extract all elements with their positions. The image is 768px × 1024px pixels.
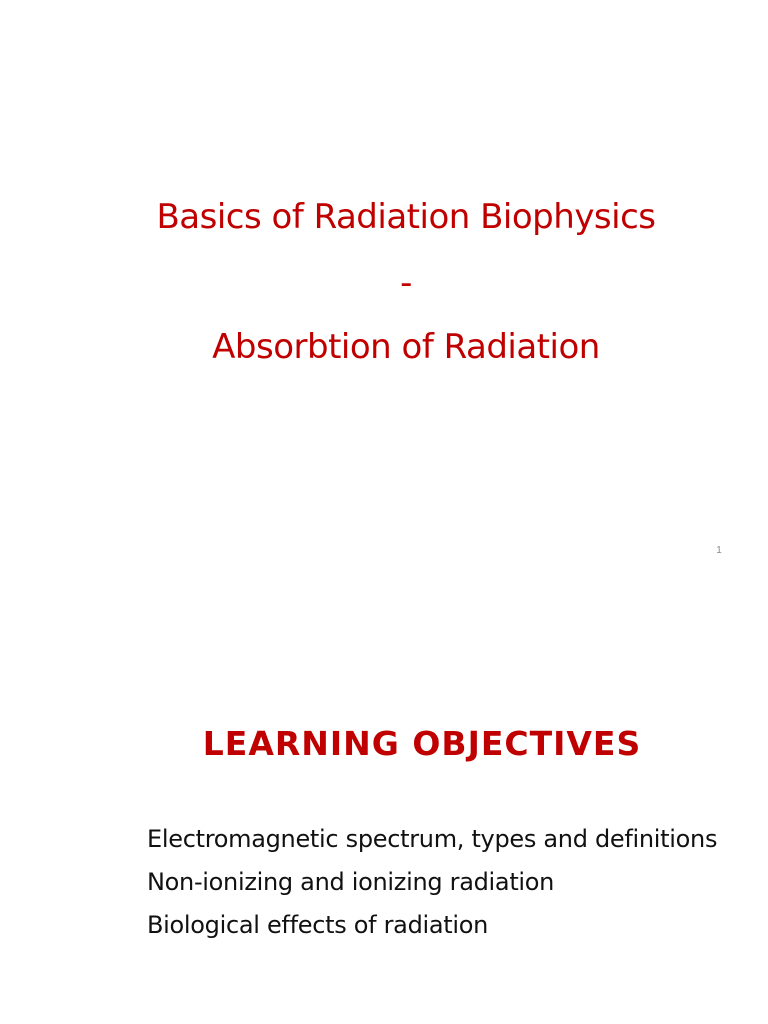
slide-title-line-2: Absorbtion of Radiation xyxy=(212,327,600,367)
page-number: 1 xyxy=(716,545,722,556)
objectives-heading: LEARNING OBJECTIVES xyxy=(202,724,642,763)
slide-title-separator: - xyxy=(400,263,412,303)
objectives-list xyxy=(147,818,717,947)
objectives-slide xyxy=(0,576,768,1024)
objective-item: Biological effects of radiation xyxy=(147,911,489,939)
objective-item: Electromagnetic spectrum, types and definitions xyxy=(147,825,718,853)
slide-title-line-1: Basics of Radiation Biophysics xyxy=(156,197,656,237)
objective-item: Non-ionizing and ionizing radiation xyxy=(147,868,555,896)
